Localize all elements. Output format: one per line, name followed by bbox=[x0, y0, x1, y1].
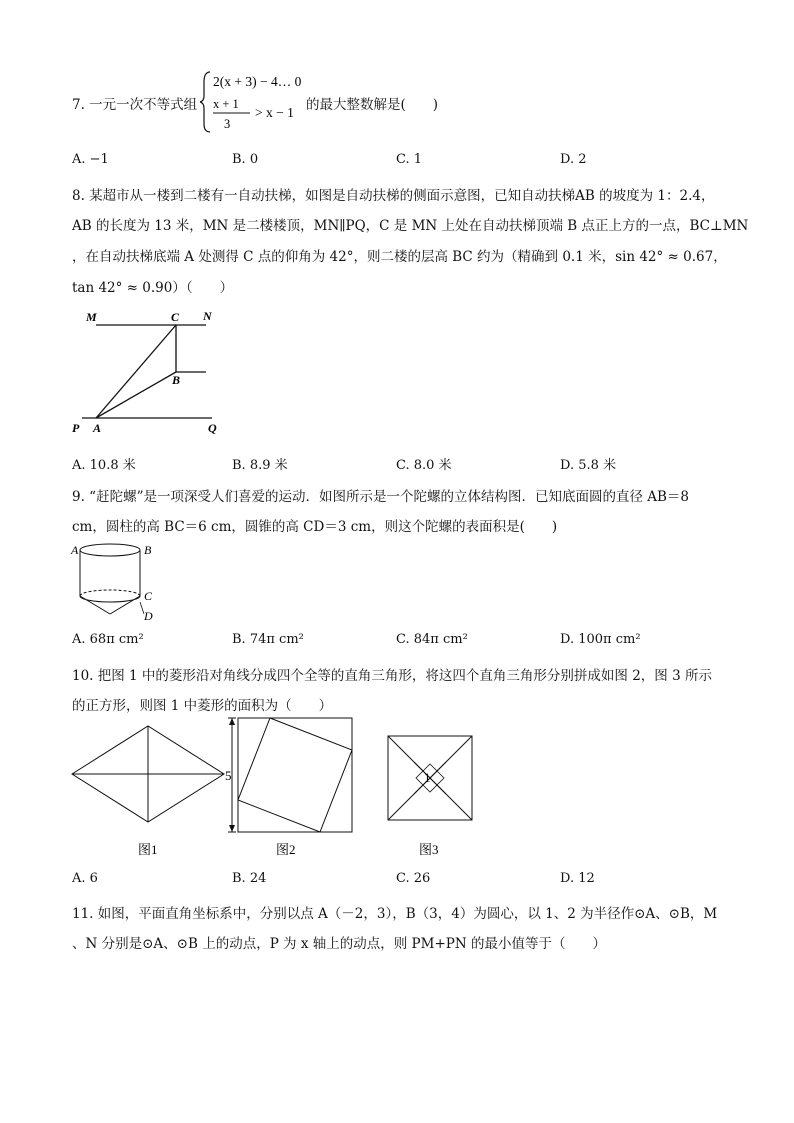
q8-options bbox=[72, 454, 732, 474]
q7-brace bbox=[200, 72, 210, 132]
q10-figure-1-rhombus bbox=[72, 726, 224, 822]
q8-label-q: Q bbox=[208, 421, 217, 435]
q8-option-d[interactable]: D. 5.8 米 bbox=[560, 458, 617, 473]
q9-top-figure bbox=[68, 540, 168, 626]
q10-figure-3-square bbox=[388, 736, 472, 820]
q10-fig2-arrow-up bbox=[229, 718, 235, 725]
q8-line-3: ，在自动扶梯底端 A 处测得 C 点的仰角为 42°，则二楼的层高 BC 约为（精确到 0.1 米，sin 42° ≈ 0.67， bbox=[72, 249, 727, 265]
q9-option-a[interactable]: A. 68π cm² bbox=[72, 632, 144, 647]
q8-label-a: A bbox=[93, 421, 102, 435]
q10-fig3-inner-label: 1 bbox=[424, 770, 431, 785]
q9-label-b: B bbox=[144, 543, 152, 557]
q8-label-p: P bbox=[72, 421, 80, 435]
q11-line-1: 11. 如图，平面直角坐标系中，分别以点 A（－2，3），B（3，4）为圆心，以 1、2 为半径作⊙A、⊙B，M bbox=[72, 906, 718, 922]
q7-option-d[interactable]: D. 2 bbox=[560, 152, 587, 167]
q7-ineq2-numerator: x + 1 bbox=[213, 97, 239, 111]
q10-options bbox=[72, 871, 732, 891]
q8-option-a[interactable]: A. 10.8 米 bbox=[72, 458, 136, 473]
q9-option-c[interactable]: C. 84π cm² bbox=[396, 632, 468, 647]
q10-option-c[interactable]: C. 26 bbox=[396, 871, 431, 886]
q10-line-2: 的正方形，则图 1 中菱形的面积为（ ） bbox=[72, 698, 333, 714]
q9-option-d[interactable]: D. 100π cm² bbox=[560, 632, 641, 647]
q9-cone-right bbox=[110, 596, 140, 614]
q10-fig2-arrow-down bbox=[229, 825, 235, 832]
q10-caption-2: 图2 bbox=[276, 842, 296, 857]
q10-line-1: 10. 把图 1 中的菱形沿对角线分成四个全等的直角三角形，将这四个直角三角形分别拼成如图 2，图 3 所示 bbox=[72, 668, 712, 684]
q9-label-a: A bbox=[71, 543, 79, 557]
q9-bottom-ellipse-back bbox=[80, 590, 140, 596]
q8-label-n: N bbox=[203, 309, 212, 323]
q10-option-a[interactable]: A. 6 bbox=[72, 871, 98, 886]
q9-option-b[interactable]: B. 74π cm² bbox=[232, 632, 304, 647]
q8-option-c[interactable]: C. 8.0 米 bbox=[396, 458, 452, 473]
q9-label-c: C bbox=[144, 589, 153, 603]
q7-suffix: 的最大整数解是( ) bbox=[306, 97, 439, 113]
q10-caption-1: 图1 bbox=[138, 842, 158, 857]
q8-segment-ac bbox=[96, 325, 176, 418]
q8-label-b: B bbox=[172, 373, 181, 387]
q10-fig3-line-4 bbox=[388, 762, 446, 820]
q9-line-1: 9. “赶陀螺”是一项深受人们喜爱的运动．如图所示是一个陀螺的立体结构图．已知底面圆的直径 AB＝8 bbox=[72, 489, 690, 505]
q8-label-c: C bbox=[171, 310, 180, 324]
q7-option-c[interactable]: C. 1 bbox=[396, 152, 423, 167]
q9-cone-left bbox=[80, 596, 110, 614]
q7-ineq2-denominator: 3 bbox=[224, 117, 231, 131]
q10-fig3-line-3 bbox=[414, 762, 472, 820]
q9-top-ellipse bbox=[80, 544, 140, 556]
q7-option-a[interactable]: A. −1 bbox=[72, 152, 109, 167]
q7-ineq1: 2(x + 3) − 4… 0 bbox=[213, 74, 302, 89]
q8-line-4: tan 42° ≈ 0.90）（ ） bbox=[72, 280, 234, 296]
q7-options bbox=[72, 152, 732, 172]
q10-option-b[interactable]: B. 24 bbox=[232, 871, 267, 886]
q7-ineq2-rhs: > x − 1 bbox=[255, 105, 294, 120]
q10-option-d[interactable]: D. 12 bbox=[560, 871, 595, 886]
q8-label-m: M bbox=[86, 310, 97, 324]
q8-segment-ab bbox=[96, 372, 176, 418]
q10-caption-3: 图3 bbox=[419, 842, 439, 857]
q8-line-2: AB 的长度为 13 米，MN 是二楼楼顶，MN∥PQ，C 是 MN 上处在自动扶梯顶端 B 点正上方的一点，BC⊥MN bbox=[72, 218, 749, 234]
q10-fig2-side-label: 5 bbox=[225, 768, 232, 783]
q10-figure-2-square bbox=[225, 718, 352, 832]
q10-fig2-outer-square bbox=[238, 718, 352, 832]
q9-label-d: D bbox=[144, 609, 153, 623]
q11-line-2: 、N 分别是⊙A、⊙B 上的动点，P 为 x 轴上的动点，则 PM+PN 的最小值等于（ ） bbox=[72, 936, 606, 952]
q8-option-b[interactable]: B. 8.9 米 bbox=[232, 458, 288, 473]
q7-option-b[interactable]: B. 0 bbox=[232, 152, 259, 167]
q9-options bbox=[72, 632, 732, 652]
q7-inequality-system bbox=[200, 68, 310, 136]
q8-escalator-figure bbox=[68, 306, 228, 438]
q10-figures bbox=[70, 716, 490, 864]
q7-prefix: 7. 一元一次不等式组 bbox=[72, 97, 198, 113]
q9-line-2: cm，圆柱的高 BC＝6 cm，圆锥的高 CD＝3 cm，则这个陀螺的表面积是( ) bbox=[72, 519, 558, 535]
q8-line-1: 8. 某超市从一楼到二楼有一自动扶梯，如图是自动扶梯的侧面示意图，已知自动扶梯AB 的坡度为 1：2.4， bbox=[72, 188, 715, 204]
q10-fig2-inner-square bbox=[238, 718, 352, 832]
